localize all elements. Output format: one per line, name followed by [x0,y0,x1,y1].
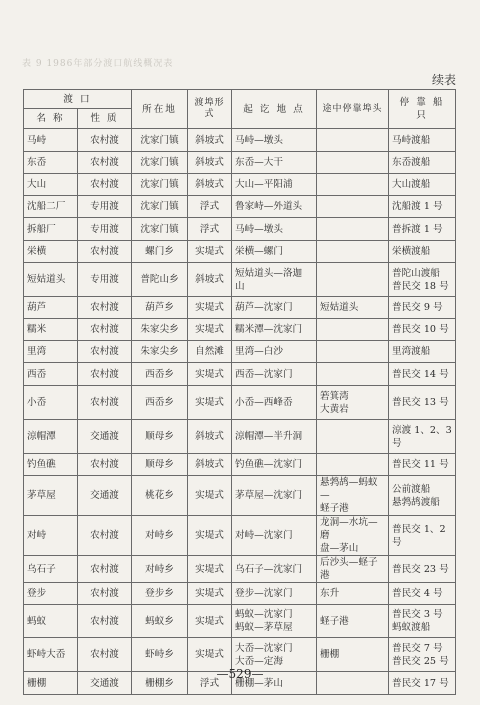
cell-boats [389,241,456,263]
table-row [24,476,456,516]
cell-location: 沈家门镇 [132,152,188,174]
cell-boats-line: 普民交 11 号 [392,459,449,470]
cell-nature: 农村渡 [78,297,132,319]
cell-nature: 农村渡 [78,583,132,605]
cell-boats [389,605,456,638]
cell-boats-line: 号 [392,536,402,548]
cell-route-line: 蚂蚁—茅草屋 [235,622,293,633]
faint-header-text: 表 9 1986年部分渡口航线概况表 [22,59,174,69]
ferry-table [23,89,456,695]
cell-route-line: 马峙—墩头 [235,223,283,235]
cell-nature: 农村渡 [78,454,132,476]
cell-stops [317,454,389,476]
cell-name: 拆船厂 [24,218,78,241]
table-row [24,129,456,152]
cell-route [232,386,317,420]
cell-form: 浮式 [188,196,232,218]
cell-name: 大山 [24,174,78,196]
table-row [24,363,456,386]
cell-form: 实堤式 [188,516,232,556]
cell-boats-line: 普民交 9 号 [392,302,443,313]
cell-route-line: 葫芦—沈家门 [235,302,293,313]
cell-stops [317,218,389,241]
cell-stops [317,319,389,341]
cell-form: 浮式 [188,218,232,241]
cell-boats [389,297,456,319]
cell-route [232,319,317,341]
cell-name: 栄横 [24,241,78,263]
cell-nature: 农村渡 [78,129,132,152]
cell-location: 对峙乡 [132,516,188,556]
cell-location: 沈家门镇 [132,196,188,218]
cell-stops-line: 悬鹁鸪—蚂蚁— [320,477,378,501]
cell-boats-line: 马峙渡船 [392,134,431,146]
cell-form: 斜坡式 [188,174,232,196]
cell-route-line: 栄横—螺门 [235,246,283,257]
cell-name: 东岙 [24,152,78,174]
cell-route-line: 茅草屋—沈家门 [235,490,303,501]
cell-location: 沈家门镇 [132,129,188,152]
cell-form: 实堤式 [188,386,232,420]
cell-route-line: 对峙—沈家门 [235,530,293,541]
cell-route [232,196,317,218]
cell-location: 葫芦乡 [132,297,188,319]
cell-stops-line: 龙洞—水坑—磨 [320,517,378,541]
cell-stops [317,605,389,638]
cell-route-line: 山 [235,280,245,292]
cell-boats [389,583,456,605]
cell-form: 实堤式 [188,241,232,263]
cell-boats [389,420,456,454]
cell-nature: 农村渡 [78,516,132,556]
cell-location: 朱家尖乡 [132,319,188,341]
cell-boats-line: 普拆渡 1 号 [392,223,443,235]
cell-location: 普陀山乡 [132,263,188,297]
cell-boats-line: 涼渡 1、2、3 [392,424,452,436]
cell-name: 虾峙大岙 [24,638,78,672]
cell-location: 沈家门镇 [132,174,188,196]
cell-boats [389,218,456,241]
cell-boats [389,516,456,556]
cell-boats-line: 普民交 17 号 [392,677,449,689]
cell-nature: 农村渡 [78,386,132,420]
cell-nature: 交通渡 [78,420,132,454]
cell-stops [317,583,389,605]
cell-stops [317,386,389,420]
cell-form: 实堤式 [188,583,232,605]
header-nature: 性 质 [78,109,132,129]
cell-name: 涼帽潭 [24,420,78,454]
cell-boats-line: 悬鹁鸪渡船 [392,496,440,508]
cell-boats-line: 普民交 18 号 [392,280,449,292]
cell-nature: 专用渡 [78,218,132,241]
cell-stops [317,196,389,218]
cell-location: 沈家门镇 [132,218,188,241]
cell-form: 浮式 [188,672,232,695]
table-row [24,386,456,420]
cell-route-line: 蚂蚁—沈家门 [235,609,293,620]
cell-nature: 农村渡 [78,341,132,363]
cell-stops-line: 蛏子港 [320,615,349,627]
cell-boats-line: 普民交 14 号 [392,368,449,380]
cell-stops-line: 短姑道头 [320,302,359,313]
cell-route-line: 东岙—大干 [235,157,283,168]
cell-boats-line: 普民交 7 号 [392,642,443,654]
cell-route-line: 糯米潭—沈家门 [235,324,303,335]
cell-form: 实堤式 [188,363,232,386]
table-row [24,152,456,174]
table-row [24,341,456,363]
cell-location: 对峙乡 [132,556,188,583]
cell-boats-line: 普民交 3 号 [392,609,443,620]
cell-stops [317,363,389,386]
cell-stops-line: 蛏子港 [320,503,349,514]
cell-nature: 农村渡 [78,605,132,638]
cell-route-line: 鲁家峙—外道头 [235,201,303,212]
cell-name: 里湾 [24,341,78,363]
cell-boats [389,386,456,420]
cell-boats-line: 公前渡船 [392,483,431,495]
header-crossing: 渡 口 [24,90,132,109]
cell-route [232,241,317,263]
cell-name: 小岙 [24,386,78,420]
cell-boats-line: 普民交 1、2 [392,523,446,535]
header-boats: 停 靠 船 只 [389,90,456,129]
cell-name: 茅草屋 [24,476,78,516]
cell-nature: 专用渡 [78,263,132,297]
table-row [24,218,456,241]
cell-boats-line: 沈船渡 1 号 [392,201,443,212]
cell-route-line: 短姑道头—洛迦 [235,267,303,279]
cell-stops [317,263,389,297]
cell-route [232,605,317,638]
cell-boats [389,196,456,218]
cell-location: 西岙乡 [132,386,188,420]
cell-stops [317,556,389,583]
cell-nature: 交通渡 [78,672,132,695]
cell-route [232,583,317,605]
cell-form: 实堤式 [188,476,232,516]
cell-form: 实堤式 [188,638,232,672]
cell-boats [389,152,456,174]
cell-route [232,420,317,454]
cell-name: 糯米 [24,319,78,341]
cell-name: 沈船二厂 [24,196,78,218]
cell-boats [389,174,456,196]
cell-nature: 农村渡 [78,319,132,341]
header-location: 所在地 [132,90,188,129]
cell-route-line: 大岙—沈家门 [235,642,293,654]
cell-boats [389,363,456,386]
cell-name: 蚂蚁 [24,605,78,638]
cell-form: 斜坡式 [188,420,232,454]
cell-name: 乌石子 [24,556,78,583]
cell-boats-line: 号 [392,437,402,449]
cell-nature: 农村渡 [78,638,132,672]
cell-nature: 农村渡 [78,152,132,174]
cell-route-line: 马峙—墩头 [235,134,283,146]
cell-nature: 农村渡 [78,241,132,263]
cell-form: 实堤式 [188,319,232,341]
table-row [24,319,456,341]
cell-form: 斜坡式 [188,129,232,152]
cell-boats [389,454,456,476]
cell-route-line: 小岙—西峰岙 [235,397,293,408]
cell-location: 桃花乡 [132,476,188,516]
cell-boats-line: 普民交 4 号 [392,588,443,599]
cell-route [232,556,317,583]
cell-boats-line: 普民交 25 号 [392,655,449,667]
cell-name: 钓鱼礁 [24,454,78,476]
cell-location: 登步乡 [132,583,188,605]
cell-form: 实堤式 [188,556,232,583]
cell-form: 斜坡式 [188,263,232,297]
cell-nature: 农村渡 [78,174,132,196]
cell-form: 自然滩 [188,341,232,363]
cell-name: 马峙 [24,129,78,152]
cell-nature: 农村渡 [78,556,132,583]
cell-stops [317,420,389,454]
cell-boats-line: 普民交 23 号 [392,563,449,575]
cell-stops [317,174,389,196]
cell-stops-line: 栅棚 [320,649,340,660]
cell-boats-line: 里湾渡船 [392,346,431,357]
table-row [24,605,456,638]
cell-route [232,152,317,174]
cell-boats-line: 普陀山渡船 [392,267,440,279]
page-number: —529— [216,667,264,681]
header-route: 起 讫 地 点 [232,90,317,129]
table-row [24,263,456,297]
cell-boats-line: 蚂蚁渡船 [392,622,431,633]
cell-nature: 专用渡 [78,196,132,218]
table-row [24,297,456,319]
table-row [24,516,456,556]
cell-route [232,129,317,152]
cell-stops-line: 箬箕湾 [320,390,349,402]
cell-nature: 交通渡 [78,476,132,516]
table-row [24,583,456,605]
cell-route-line: 大山—平阳浦 [235,179,293,190]
cell-stops [317,129,389,152]
cell-stops [317,152,389,174]
cell-location: 顺母乡 [132,420,188,454]
cell-boats [389,129,456,152]
cell-form: 斜坡式 [188,152,232,174]
cell-stops-line: 东升 [320,588,340,599]
cell-stops [317,341,389,363]
cell-boats [389,556,456,583]
cell-route [232,218,317,241]
cell-boats [389,341,456,363]
cell-name: 登步 [24,583,78,605]
cell-route-line: 西岙—沈家门 [235,368,293,380]
cell-route [232,454,317,476]
cell-name: 葫芦 [24,297,78,319]
cell-stops-line: 后沙头—蛏子港 [320,557,378,581]
cell-location: 朱家尖乡 [132,341,188,363]
cell-stops-line: 大黄岩 [320,403,349,415]
cell-location: 栅棚乡 [132,672,188,695]
table-row [24,174,456,196]
header-stops: 途中停靠埠头 [317,90,389,129]
table-row [24,556,456,583]
cell-stops [317,241,389,263]
cell-route-line: 涼帽潭—半升洞 [235,431,303,442]
cell-route-line: 大岙—定海 [235,655,283,667]
cell-location: 虾峙乡 [132,638,188,672]
cell-boats [389,263,456,297]
cell-route [232,297,317,319]
cell-form: 斜坡式 [188,454,232,476]
cell-name: 对峙 [24,516,78,556]
cell-name: 短姑道头 [24,263,78,297]
cell-location: 蚂蚁乡 [132,605,188,638]
table-row [24,241,456,263]
continued-label: 续表 [431,73,456,87]
cell-route-line: 钓鱼礁—沈家门 [235,459,303,470]
cell-route [232,341,317,363]
table-row [24,420,456,454]
cell-location: 西岙乡 [132,363,188,386]
cell-route-line: 乌石子—沈家门 [235,563,303,575]
header-name: 名 称 [24,109,78,129]
header-dock-form: 渡埠形式 [188,90,232,129]
cell-boats-line: 东岙渡船 [392,157,431,168]
cell-boats-line: 普民交 10 号 [392,324,449,335]
cell-form: 实堤式 [188,605,232,638]
cell-boats-line: 大山渡船 [392,179,431,190]
cell-route [232,174,317,196]
cell-route-line: 登步—沈家门 [235,588,293,599]
cell-route [232,516,317,556]
cell-stops [317,516,389,556]
cell-form: 实堤式 [188,297,232,319]
cell-route [232,263,317,297]
cell-boats-line: 栄横渡船 [392,246,431,257]
cell-route [232,476,317,516]
cell-route [232,363,317,386]
table-row [24,196,456,218]
table-row [24,454,456,476]
cell-boats [389,476,456,516]
cell-stops-line: 盘—茅山 [320,543,359,554]
cell-name: 西岙 [24,363,78,386]
cell-boats [389,319,456,341]
cell-stops [317,297,389,319]
cell-stops [317,476,389,516]
cell-route-line: 栅棚—茅山 [235,677,283,689]
cell-route-line: 里湾—白沙 [235,346,283,357]
cell-boats-line: 普民交 13 号 [392,397,449,408]
cell-location: 顺母乡 [132,454,188,476]
cell-location: 螺门乡 [132,241,188,263]
cell-nature: 农村渡 [78,363,132,386]
cell-name: 栅棚 [24,672,78,695]
